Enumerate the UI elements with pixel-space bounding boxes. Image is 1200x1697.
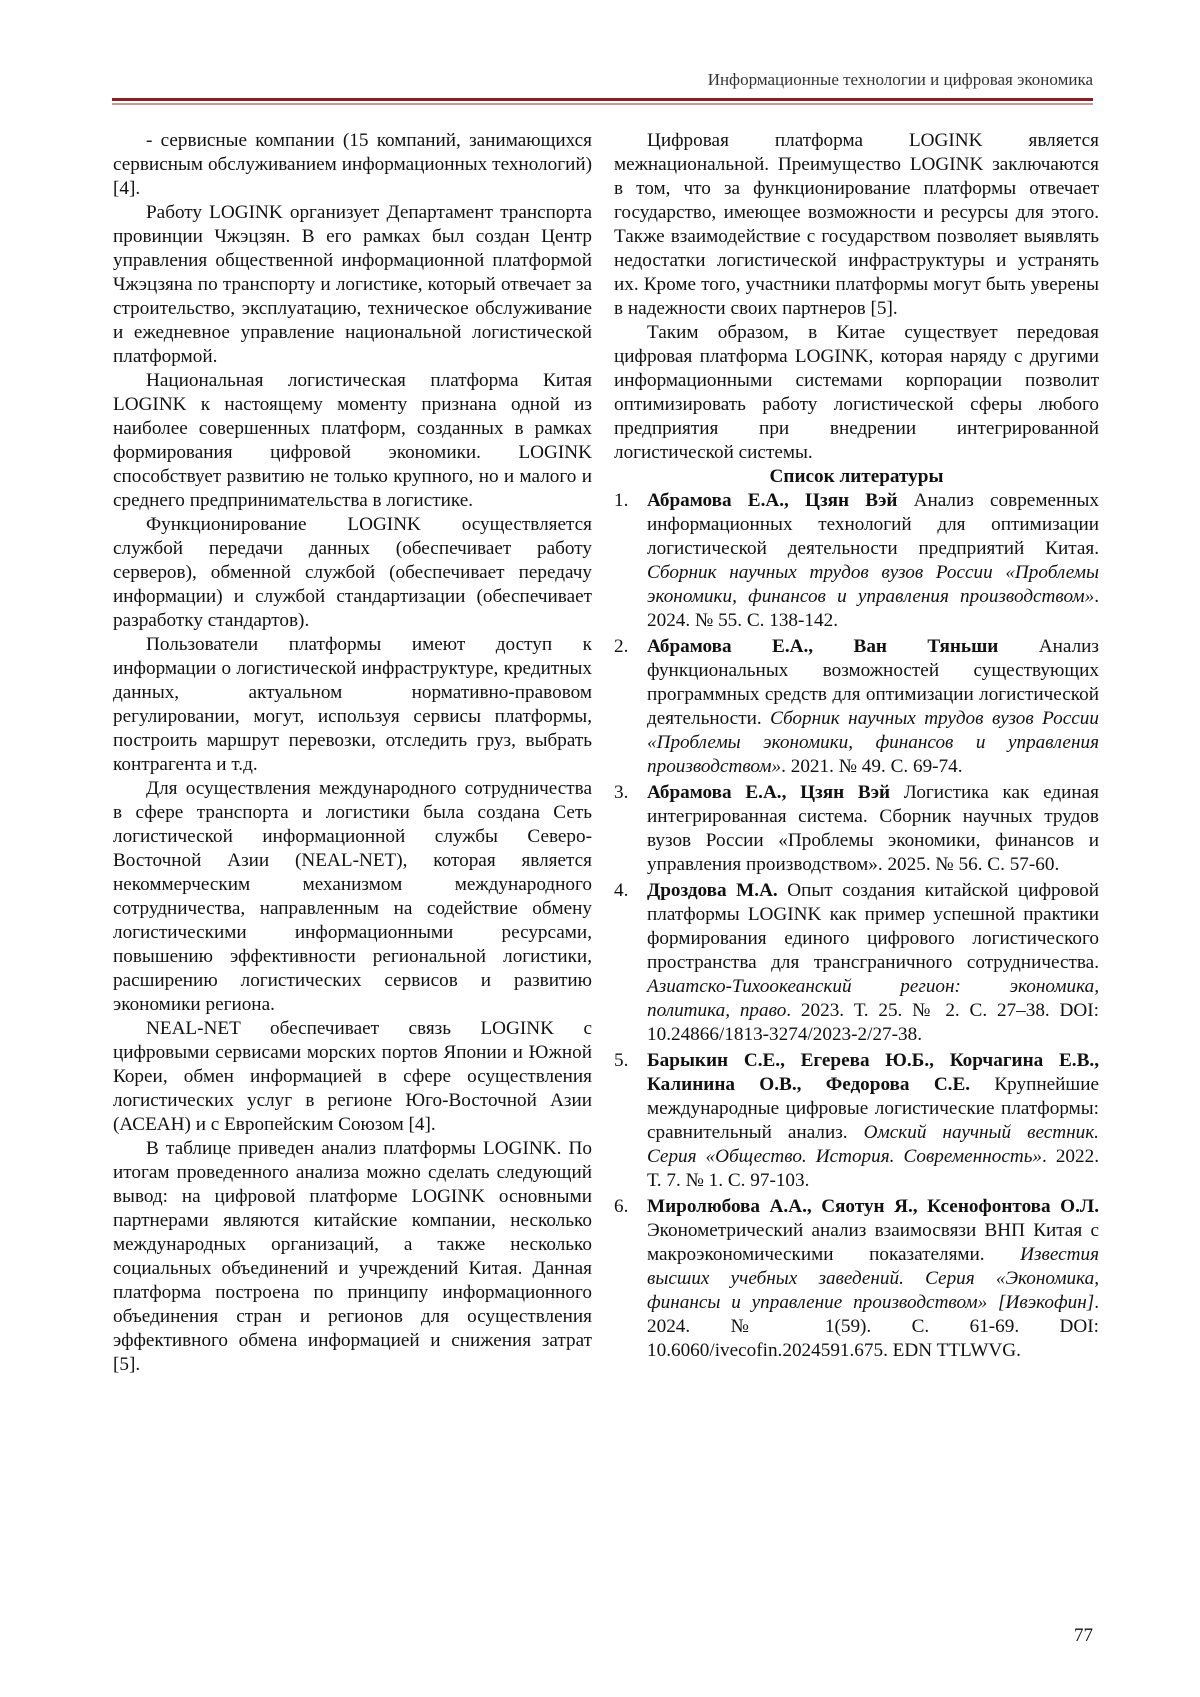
reference-item — [614, 635, 1099, 779]
reference-item — [614, 1195, 1099, 1363]
header-rule-light — [112, 103, 1093, 105]
reference-item — [614, 781, 1099, 877]
page-number: 77 — [1074, 1625, 1093, 1646]
reference-number: 3. — [614, 782, 629, 803]
reference-number: 6. — [614, 1196, 629, 1217]
reference-title: Эконометрический анализ взаимосвязи ВНП Китая с макроэкономическими показателями. — [647, 1220, 1099, 1265]
paragraph: Для осуществления международного сотрудничества в сфере транспорта и логистики была создана Сеть логистической информационной службы Северо-Восточной Азии (NEAL-NET), которая является некоммерческим механизмом международного сотрудничества, направленным на содействие обмену логистическими информационными ресурсами, повышению эффективности региональной логистики, расширению логистических сервисов и развитию экономики региона. — [113, 778, 592, 1015]
header-rule-dark — [112, 98, 1093, 101]
reference-item — [614, 879, 1099, 1047]
reference-title: Логистика как единая интегрированная система. Сборник научных трудов вузов России «Проблемы экономики, финансов и управления производством». 2025. № 56. С. 57-60. — [647, 782, 1099, 875]
paragraph: NEAL-NET обеспечивает связь LOGINK с цифровыми сервисами морских портов Японии и Южной Кореи, обмен информацией в сфере осуществления логистических услуг в регионе Юго-Восточной Азии (АСЕАН) и с Европейским Союзом [4]. — [113, 1018, 592, 1135]
reference-number: 4. — [614, 880, 629, 901]
right-column — [614, 129, 1099, 1365]
reference-title: Анализ функциональных возможностей существующих программных средств для оптимизации логистической деятельности. — [647, 636, 1099, 729]
reference-source: Известия высших учебных заведений. Серия «Экономика, финансы и управление производством» [Ивэкофин] — [647, 1244, 1099, 1313]
paragraph: Функционирование LOGINK осуществляется службой передачи данных (обеспечивает работу серверов), обменной службой (обеспечивает передачу информации) и службой стандартизации (обеспечивает разработку стандартов). — [113, 514, 592, 631]
reference-number: 1. — [614, 490, 629, 511]
reference-details: . 2024. № 1(59). С. 61-69. DOI: 10.6060/ivecofin.2024591.675. EDN TTLWVG. — [647, 1292, 1099, 1361]
paragraph: Цифровая платформа LOGINK является межнациональной. Преимущество LOGINK заключаются в том, что за функционирование платформы отвечает государство, имеющее возможности и ресурсы для этого. Также взаимодействие с государством позволяет выявлять недостатки логистической инфраструктуры и устранять их. Кроме того, участники платформы могут быть уверены в надежности своих партнеров [5]. — [614, 130, 1099, 319]
reference-number: 5. — [614, 1050, 629, 1071]
reference-details: . 2021. № 49. С. 69-74. — [781, 756, 963, 777]
reference-source: Сборник научных трудов вузов России «Проблемы экономики, финансов и управления производством» — [647, 562, 1099, 607]
paragraph: Национальная логистическая платформа Китая LOGINK к настоящему моменту признана одной из наиболее совершенных платформ, созданных в рамках формирования цифровой экономики. LOGINK способствует развитию не только крупного, но и малого и среднего предпринимательства в логистике. — [113, 370, 592, 511]
reference-authors: Барыкин С.Е., Егерева Ю.Б., Корчагина Е.В., Калинина О.В., Федорова С.Е. — [647, 1050, 1099, 1095]
reference-item — [614, 489, 1099, 633]
reference-authors: Миролюбова А.А., Сяотун Я., Ксенофонтова О.Л. — [647, 1196, 1099, 1217]
references-title: Список литературы — [769, 466, 944, 487]
reference-title: Крупнейшие международные цифровые логистические платформы: сравнительный анализ. — [647, 1074, 1099, 1143]
reference-source: Азиатско-Тихоокеанский регион: экономика, политика, право — [647, 976, 1099, 1021]
references-list — [614, 489, 1099, 1363]
reference-number: 2. — [614, 636, 629, 657]
paragraph: Таким образом, в Китае существует передовая цифровая платформа LOGINK, которая наряду с другими информационными системами корпорации позволит оптимизировать работу логистической сферы любого предприятия при внедрении интегрированной логистической системы. — [614, 322, 1099, 463]
running-header: Информационные технологии и цифровая экономика — [707, 70, 1093, 89]
reference-title: Анализ современных информационных технологий для оптимизации логистической деятельности предприятий Китая. — [647, 490, 1099, 559]
reference-authors: Абрамова Е.А., Ван Тяньши — [647, 636, 999, 657]
reference-details: . 2023. Т. 25. № 2. С. 27–38. DOI: 10.24866/1813-3274/2023-2/27-38. — [647, 1000, 1099, 1045]
paragraph: Работу LOGINK организует Департамент транспорта провинции Чжэцзян. В его рамках был создан Центр управления общественной информационной платформой Чжэцзяна по транспорту и логистике, который отвечает за строительство, эксплуатацию, техническое обслуживание и ежедневное управление национальной логистической платформой. — [113, 202, 592, 367]
reference-authors: Абрамова Е.А., Цзян Вэй — [647, 782, 891, 803]
reference-details: . 2024. № 55. С. 138-142. — [647, 586, 1099, 631]
reference-item — [614, 1049, 1099, 1193]
reference-authors: Абрамова Е.А., Цзян Вэй — [647, 490, 898, 511]
reference-details: . 2022. Т. 7. № 1. С. 97-103. — [647, 1146, 1099, 1191]
paragraph: В таблице приведен анализ платформы LOGINK. По итогам проведенного анализа можно сделать следующий вывод: на цифровой платформе LOGINK основными партнерами являются китайские компании, несколько международных организаций, а также несколько социальных объединений и учреждений Китая. Данная платформа построена по принципу информационного объединения стран и регионов для осуществления эффективного обмена информацией и снижения затрат [5]. — [113, 1138, 592, 1375]
reference-source: Омский научный вестник. Серия «Общество. История. Современность» — [647, 1122, 1099, 1167]
reference-title: Опыт создания китайской цифровой платформы LOGINK как пример успешной практики формирования единого цифрового логистического пространства для трансграничного сотрудничества. — [647, 880, 1099, 973]
paragraph: - сервисные компании (15 компаний, занимающихся сервисным обслуживанием информационных технологий) [4]. — [113, 130, 592, 199]
reference-source: Сборник научных трудов вузов России «Проблемы экономики, финансов и управления производством» — [647, 708, 1099, 777]
paragraph: Пользователи платформы имеют доступ к информации о логистической инфраструктуре, кредитных данных, актуальном нормативно-правовом регулировании, могут, используя сервисы платформы, построить маршрут перевозки, отследить груз, выбрать контрагента и т.д. — [113, 634, 592, 775]
left-column — [113, 129, 592, 1377]
reference-authors: Дроздова М.А. — [647, 880, 778, 901]
